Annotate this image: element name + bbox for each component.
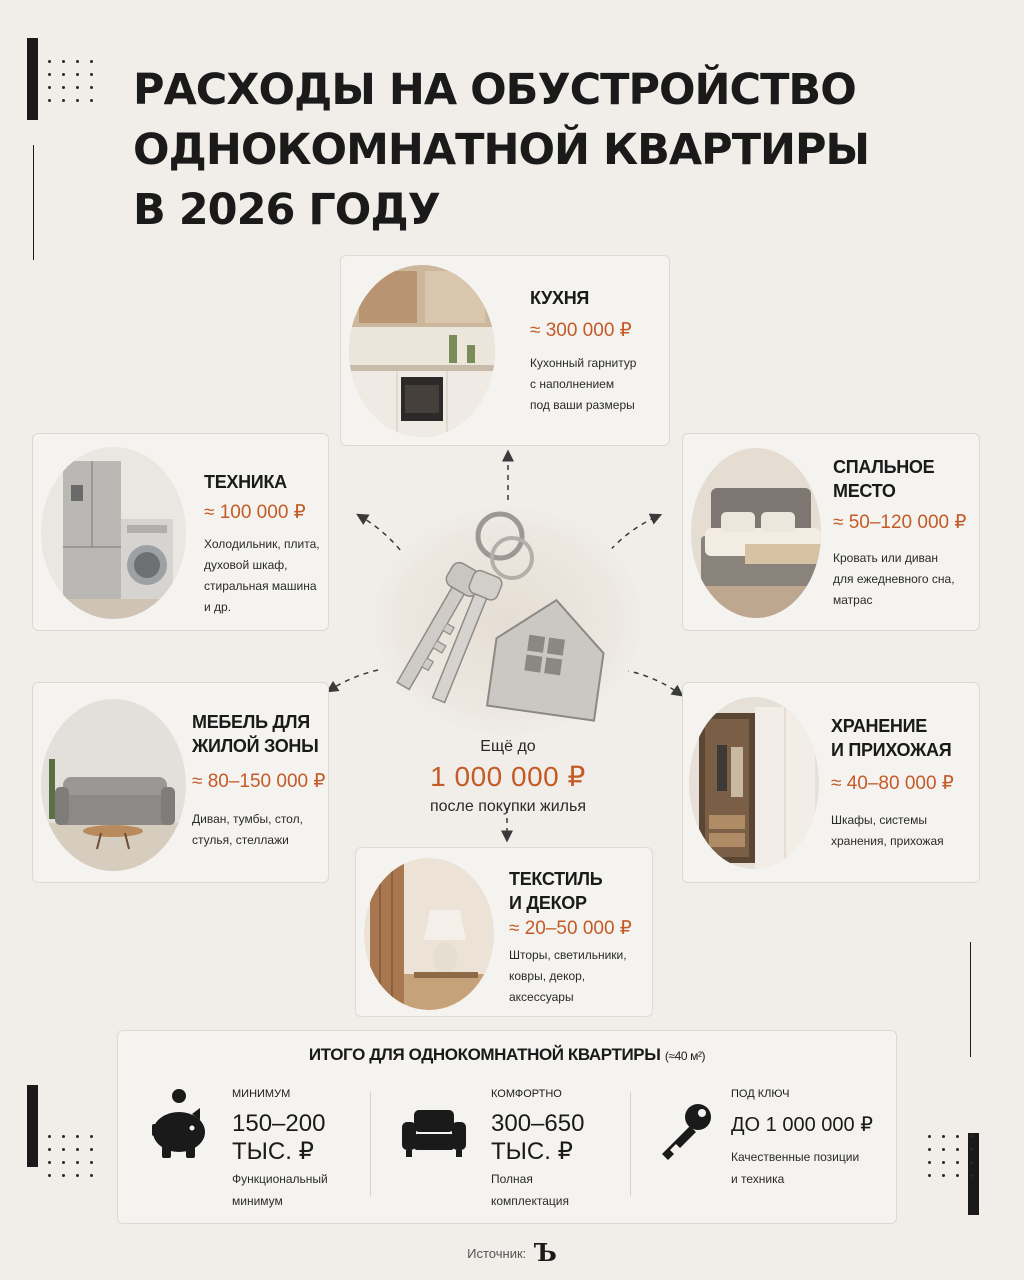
arrow-to-living [330,670,378,690]
category-card-storage [682,682,980,883]
totals-turnkey-label: ПОД КЛЮЧ [731,1088,790,1100]
textile-decor-photo [364,858,494,1010]
totals-divider-2 [630,1092,631,1196]
center-keys-illustration [372,506,642,736]
house-keys-icon [372,506,642,736]
key-icon [656,1102,714,1164]
bedroom-description: Кровать или диван для ежедневного сна, матрас [833,551,955,607]
storage-photo [689,697,819,869]
storage-description: Шкафы, системы хранения, прихожая [831,813,944,848]
totals-divider-1 [370,1092,371,1196]
totals-area-note: (≈40 м²) [664,1049,706,1063]
totals-comfort-description: Полная комплектация [491,1172,569,1208]
totals-comfort-value: 300–650 ТЫС. ₽ [491,1110,585,1165]
kitchen-photo [349,265,495,437]
category-card-living-furniture [32,682,329,883]
appliances-title: ТЕХНИКА [204,472,287,492]
category-card-kitchen [340,255,670,446]
kitchen-title: КУХНЯ [530,288,590,308]
kitchen-description: Кухонный гарнитур с наполнением под ваши размеры [530,356,637,412]
bedroom-price: ≈ 50–120 000 ₽ [833,512,967,533]
appliances-photo [41,447,186,619]
center-total-amount: 1 000 000 ₽ [430,761,586,792]
totals-title: ИТОГО ДЛЯ ОДНОКОМНАТНОЙ КВАРТИРЫ (≈40 м²) [308,1045,706,1064]
appliances-description: Холодильник, плита, духовой шкаф, стиральная машина и др. [204,537,320,614]
title-line-1: РАСХОДЫ НА ОБУСТРОЙСТВО [133,65,856,115]
center-pre-text: Ещё до [480,738,536,755]
appliances-price: ≈ 100 000 ₽ [204,502,306,523]
totals-turnkey-value: ДО 1 000 000 ₽ [731,1114,873,1136]
living-furniture-title: МЕБЕЛЬ ДЛЯ ЖИЛОЙ ЗОНЫ [192,712,319,756]
living-furniture-description: Диван, тумбы, стол, стулья, стеллажи [192,812,303,847]
living-room-photo [41,699,186,871]
living-furniture-price: ≈ 80–150 000 ₽ [192,771,326,792]
category-card-bedroom [682,433,980,631]
kitchen-price: ≈ 300 000 ₽ [530,320,632,341]
armchair-icon [402,1108,466,1158]
bedroom-title: СПАЛЬНОЕ МЕСТО [833,457,935,501]
category-card-textile-decor [355,847,653,1017]
textile-decor-description: Шторы, светильники, ковры, декор, аксессуары [509,948,627,1004]
bedroom-photo [691,448,821,618]
totals-min-value: 150–200 ТЫС. ₽ [232,1110,326,1165]
storage-price: ≈ 40–80 000 ₽ [831,773,954,794]
totals-min-label: МИНИМУМ [232,1088,291,1100]
textile-decor-price: ≈ 20–50 000 ₽ [509,918,632,939]
source-credit [380,1238,644,1267]
center-post-text: после покупки жилья [429,798,586,815]
title-line-3: В 2026 ГОДУ [133,185,440,235]
storage-title: ХРАНЕНИЕ И ПРИХОЖАЯ [831,716,952,760]
category-card-appliances [32,433,329,631]
title-line-2: ОДНОКОМНАТНОЙ КВАРТИРЫ [133,125,870,175]
source-logo: Ъ [533,1238,557,1267]
totals-turnkey-description: Качественные позиции и техника [731,1150,860,1186]
totals-min-description: Функциональный минимум [232,1172,328,1208]
textile-decor-title: ТЕКСТИЛЬ И ДЕКОР [509,869,603,913]
source-label: Источник: [467,1246,527,1261]
piggy-bank-icon [148,1088,210,1160]
totals-comfort-label: КОМФОРТНО [491,1088,562,1100]
